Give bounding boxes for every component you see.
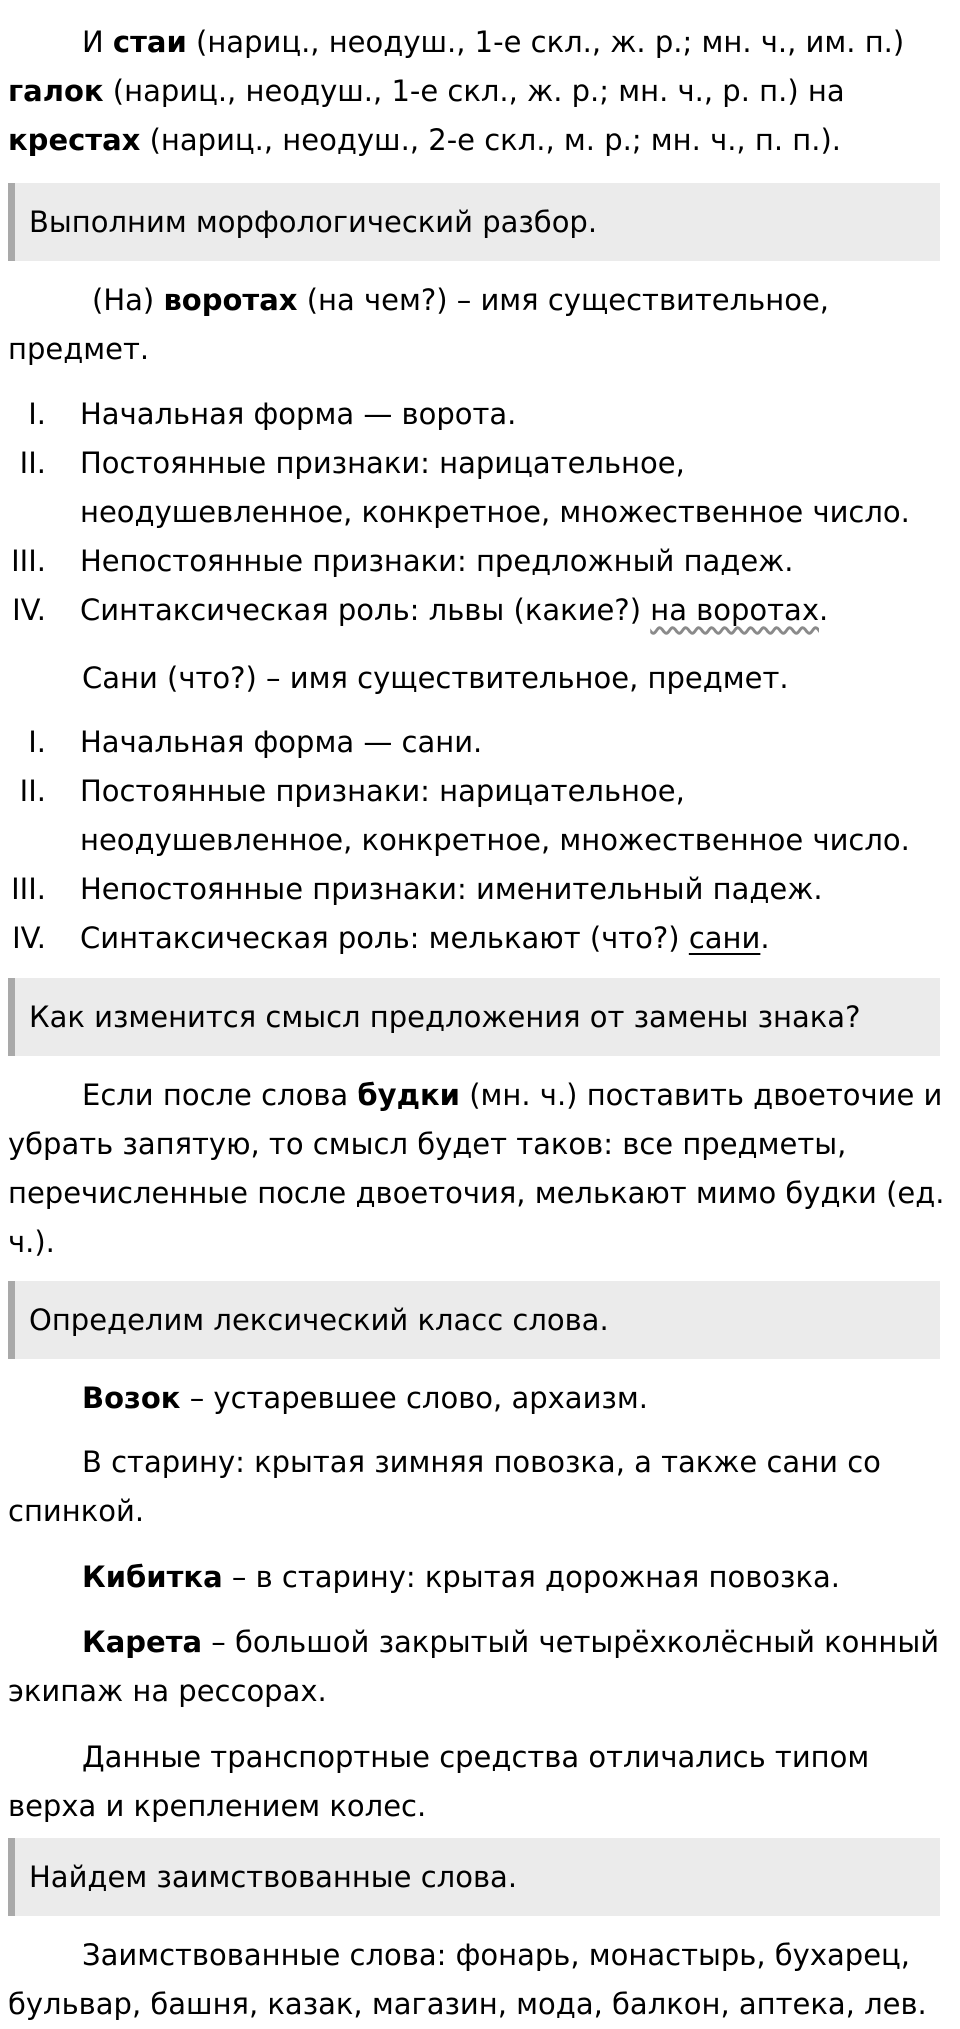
intro-paragraph: И стаи (нариц., неодуш., 1-е скл., ж. р.; мн. ч., им. п.) галок (нариц., неодуш., 1-е скл., ж. р.; мн. ч., р. п.) на крестах (нариц., неодуш., 2-е скл., м. р.; мн. ч., п. п.). xyxy=(8,25,905,157)
sani-intro: Сани (что?) – имя существительное, предмет. xyxy=(82,661,789,695)
vozok-paragraph: Возок – устаревшее слово, архаизм. xyxy=(82,1381,648,1415)
word-galok: галок xyxy=(8,74,104,108)
vozok-old-paragraph: В старину: крытая зимняя повозка, а также сани со спинкой. xyxy=(8,1445,881,1528)
list-item: I. Начальная форма — ворота. xyxy=(28,397,517,431)
meaning-paragraph: Если после слова будки (мн. ч.) поставить двоеточие и убрать запятую, то смысл будет таков: все предметы, перечисленные после двоеточия, мелькают мимо будки (ед. ч.). xyxy=(8,1078,945,1259)
borrowed-paragraph: Заимствованные слова: фонарь, монастырь, бухарец, бульвар, башня, казак, магазин, мода, балкон, аптека, лев. xyxy=(8,1938,927,2021)
list-item: II. Постоянные признаки: нарицательное, неодушевленное, конкретное, множественное число. xyxy=(19,774,910,857)
section-header-borrowed: Найдем заимствованные слова. xyxy=(8,1838,940,1916)
list-item: III. Непостоянные признаки: именительный падеж. xyxy=(11,872,823,906)
spell-check-mark: на воротах xyxy=(650,593,819,627)
list-item: IV. Синтаксическая роль: мелькают (что?) сани. xyxy=(12,921,770,955)
section-header-morph: Выполним морфологический разбор. xyxy=(8,183,940,261)
list-item: II. Постоянные признаки: нарицательное, неодушевленное, конкретное, множественное число. xyxy=(19,446,910,529)
word-vozok: Возок xyxy=(82,1381,181,1415)
list-item: III. Непостоянные признаки: предложный падеж. xyxy=(11,544,794,578)
section-header-meaning: Как изменится смысл предложения от замены знака? xyxy=(8,978,940,1056)
kibitka-paragraph: Кибитка – в старину: крытая дорожная повозка. xyxy=(82,1560,840,1594)
section-header-lexical: Определим лексический класс слова. xyxy=(8,1281,940,1359)
list-item: IV. Синтаксическая роль: львы (какие?) на воротах. xyxy=(12,593,829,627)
word-kareta: Карета xyxy=(82,1625,203,1659)
list-item: I. Начальная форма — сани. xyxy=(28,725,483,759)
word-stai: стаи xyxy=(112,25,187,59)
vorota-list xyxy=(8,390,952,635)
word-vorotakh: воротах xyxy=(163,283,298,317)
sani-list xyxy=(8,718,952,963)
vorota-intro: (На) воротах (на чем?) – имя существительное, предмет. xyxy=(8,283,830,366)
summary-paragraph: Данные транспортные средства отличались типом верха и креплением колес. xyxy=(8,1740,870,1823)
word-budki: будки xyxy=(357,1078,460,1112)
kareta-paragraph: Карета – большой закрытый четырёхколёсный конный экипаж на рессорах. xyxy=(8,1625,940,1708)
word-kibitka: Кибитка xyxy=(82,1560,223,1594)
underlined-word: сани xyxy=(688,921,761,955)
word-krestakh: крестах xyxy=(8,123,141,157)
